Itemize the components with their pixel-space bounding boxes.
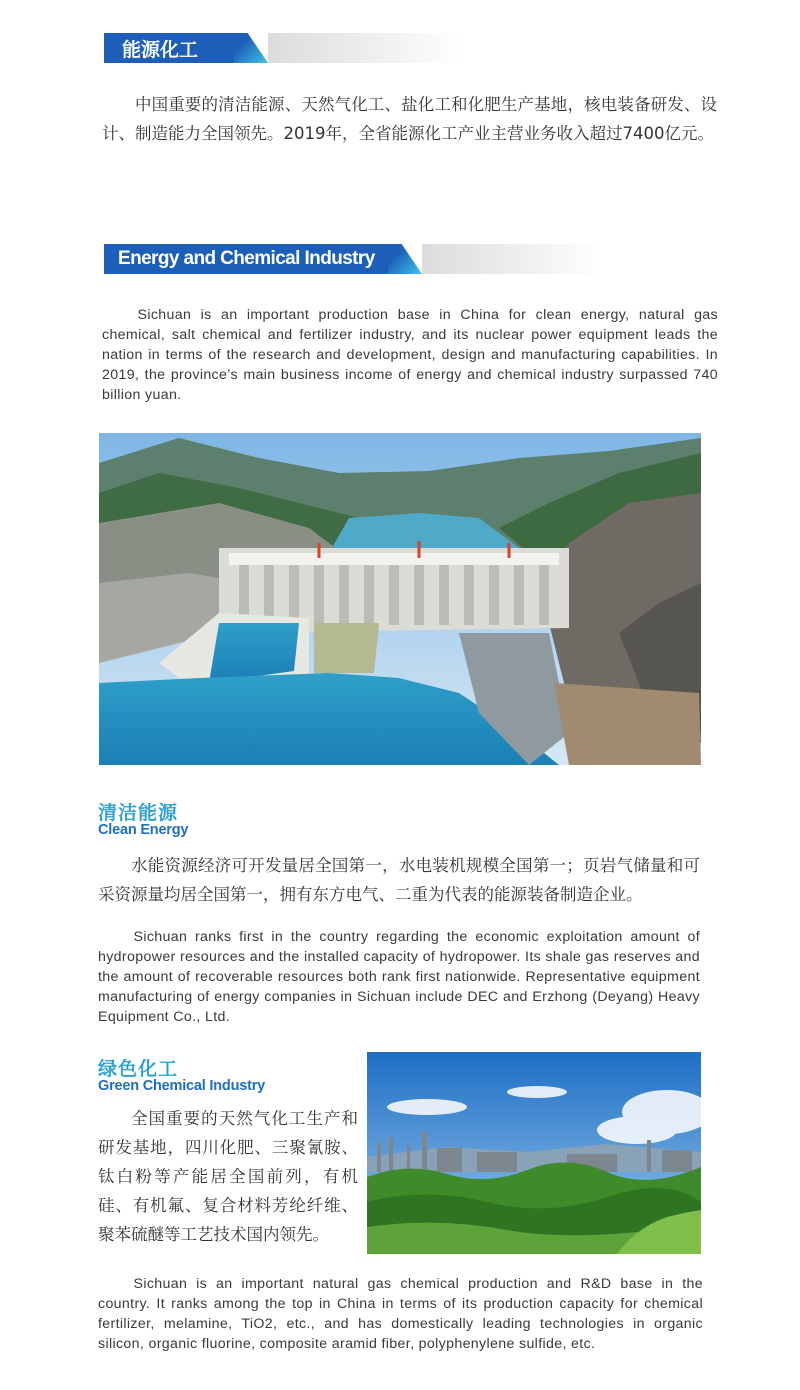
- section-banner-en: [104, 244, 604, 274]
- intro-paragraph-cn: 中国重要的清洁能源、天然气化工、盐化工和化肥生产基地，核电装备研发、设计、制造能力全国领先。2019年，全省能源化工产业主营业务收入超过7400亿元。: [102, 95, 717, 143]
- clean-energy-paragraph-en: Sichuan ranks first in the country regarding the economic exploitation amount of hydropower resources and the installed capacity of hydropower. Its shale gas reserves and the amount of recoverable resources both rank first nationwide. Representative equipment manufacturing of energy companies in Sichuan include DEC and Erzhong (Deyang) Heavy Equipment Co., Ltd.: [98, 929, 700, 1025]
- hydropower-dam-photo: [99, 433, 701, 765]
- green-chemical-title-en: Green Chemical Industry: [98, 1078, 266, 1094]
- banner-fade: [422, 244, 604, 274]
- chemical-park-photo: [367, 1052, 701, 1254]
- clean-energy-title-cn: 清洁能源: [98, 802, 179, 824]
- section-banner-cn: [104, 33, 464, 63]
- clean-energy-paragraph-cn: 水能资源经济可开发量居全国第一，水电装机规模全国第一；页岩气储量和可采资源量均居全国第一，拥有东方电气、二重为代表的能源装备制造企业。: [98, 856, 700, 904]
- section-title-en: Energy and Chemical Industry: [104, 244, 388, 274]
- banner-fade: [268, 33, 464, 63]
- section-title-cn: 能源化工: [104, 33, 234, 63]
- green-chemical-paragraph-en: Sichuan is an important natural gas chemical production and R&D base in the country. It ranks among the top in China in terms of its production capacity for chemical fertilizer, melamine, TiO2, etc., and has domestically leading technologies in organic silicon, organic fluorine, composite aramid fiber, polyphenylene sulfide, etc.: [98, 1276, 703, 1352]
- banner-wedge: [234, 33, 268, 63]
- banner-wedge: [388, 244, 422, 274]
- green-chemical-title-cn: 绿色化工: [98, 1058, 179, 1080]
- dam-illustration: [99, 433, 701, 765]
- intro-paragraph-en: Sichuan is an important production base in China for clean energy, natural gas chemical, salt chemical and fertilizer industry, and its nuclear power equipment leads the nation in terms of the research and development, design and manufacturing capabilities. In 2019, the province’s main business income of energy and chemical industry surpassed 740 billion yuan.: [102, 307, 718, 403]
- green-chemical-paragraph-cn: 全国重要的天然气化工生产和研发基地，四川化肥、三聚氰胺、钛白粉等产能居全国前列，有机硅、有机氟、复合材料芳纶纤维、聚苯硫醚等工艺技术国内领先。: [98, 1109, 358, 1244]
- clean-energy-title-en: Clean Energy: [98, 822, 189, 838]
- chemical-park-illustration: [367, 1052, 701, 1254]
